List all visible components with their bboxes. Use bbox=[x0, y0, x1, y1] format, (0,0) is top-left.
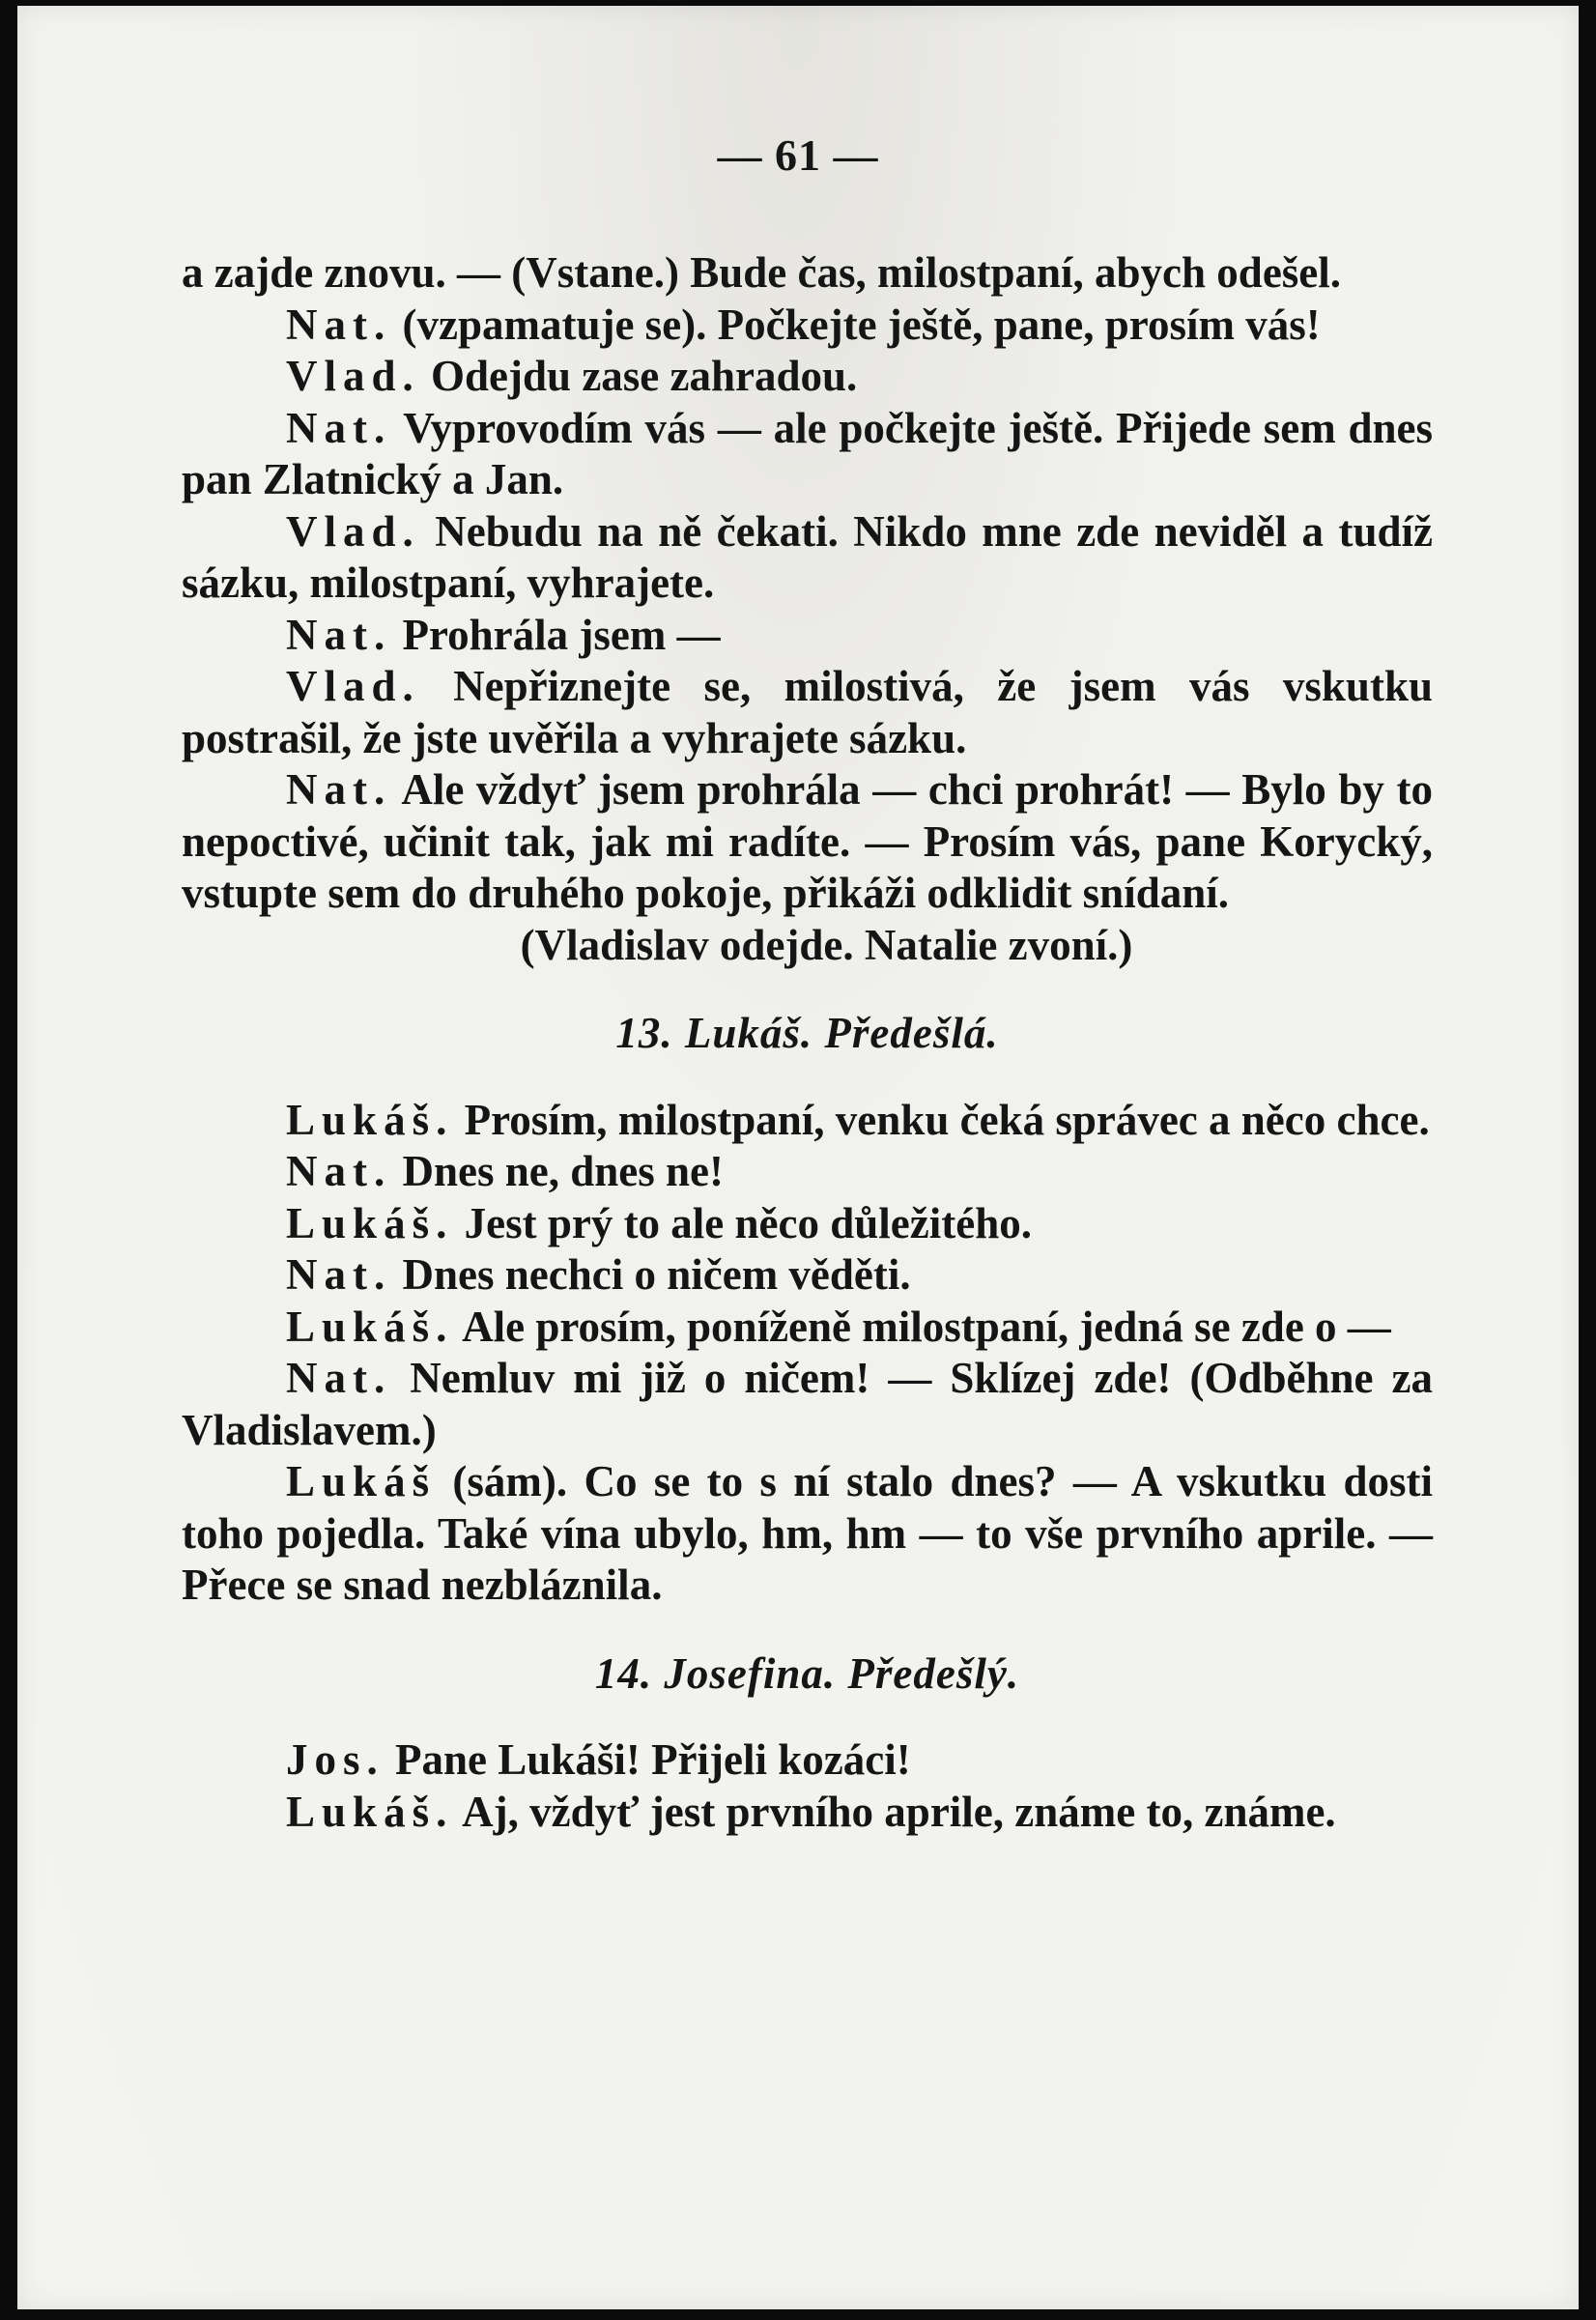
paragraph bbox=[182, 764, 1433, 920]
paragraph bbox=[182, 506, 1433, 610]
paragraph bbox=[182, 1353, 1433, 1456]
speaker: Lukáš. bbox=[286, 1198, 454, 1247]
speaker: Nat. bbox=[286, 403, 392, 452]
paragraph bbox=[182, 403, 1433, 506]
paragraph bbox=[182, 661, 1433, 764]
page-number: — 61 — bbox=[717, 130, 879, 180]
paragraph bbox=[182, 1456, 1433, 1612]
page-text bbox=[182, 247, 1433, 1838]
line-text: Nemluv mi již o ničem! — Sklízej zde! (Odběhne za Vladislavem.) bbox=[182, 1354, 1433, 1454]
line-text: Ale vždyť jsem prohrála — chci prohrát! — Bylo by to nepoctivé, učinit tak, jak mi radíte. — Prosím vás, pane Korycký, vstupte sem do druhého pokoje, přikáži odklidit snídaní. bbox=[182, 765, 1433, 917]
speaker: Jos. bbox=[286, 1735, 385, 1784]
speaker: Nat. bbox=[286, 765, 392, 814]
paragraph bbox=[182, 300, 1433, 352]
line-text: (vzpamatuje se). Počkejte ještě, pane, prosím vás! bbox=[391, 300, 1321, 349]
book-page bbox=[17, 6, 1579, 2309]
line-text: a zajde znovu. — (Vstane.) Bude čas, milostpaní, abych odešel. bbox=[182, 248, 1342, 297]
speaker: Vlad. bbox=[286, 352, 420, 400]
line-text: Dnes nechci o ničem věděti. bbox=[391, 1250, 911, 1299]
line-text: Jest prý to ale něco důležitého. bbox=[453, 1198, 1032, 1247]
paragraph bbox=[182, 1787, 1433, 1839]
line-text: Ale prosím, poníženě milostpaní, jedná se zde o — bbox=[453, 1302, 1391, 1351]
paragraph bbox=[182, 610, 1433, 662]
paragraph bbox=[182, 1249, 1433, 1302]
speaker: Nat. bbox=[286, 300, 392, 349]
line-text: Aj, vždyť jest prvního aprile, známe to, známe. bbox=[453, 1787, 1336, 1836]
paragraph bbox=[182, 351, 1433, 403]
line-text: Vyprovodím vás — ale počkejte ještě. Přijede sem dnes pan Zlatnický a Jan. bbox=[182, 403, 1433, 503]
speaker: Nat. bbox=[286, 610, 392, 659]
speaker: Lukáš bbox=[286, 1457, 437, 1505]
paragraph bbox=[182, 1734, 1433, 1787]
scene-heading-14: 14. Josefina. Předešlý. bbox=[594, 1648, 1020, 1698]
paragraph bbox=[182, 1302, 1433, 1354]
speaker: Vlad. bbox=[286, 662, 420, 710]
speaker: Nat. bbox=[286, 1147, 392, 1195]
stage-direction: (Vladislav odejde. Natalie zvoní.) bbox=[520, 920, 1133, 969]
speaker: Nat. bbox=[286, 1354, 392, 1402]
line-text: (sám). Co se to s ní stalo dnes? — A vskutku dosti toho pojedla. Také vína ubylo, hm, hm — to vše prvního aprile. — Přece se snad nezbláznila. bbox=[182, 1457, 1433, 1609]
speaker: Lukáš. bbox=[286, 1302, 454, 1351]
line-text: Pane Lukáši! Přijeli kozáci! bbox=[384, 1735, 911, 1784]
scene-heading-13: 13. Lukáš. Předešlá. bbox=[615, 1009, 999, 1057]
speaker: Vlad. bbox=[286, 506, 420, 556]
speaker: Lukáš. bbox=[286, 1787, 454, 1836]
line-text: Prosím, milostpaní, venku čeká správec a něco chce. bbox=[453, 1095, 1430, 1144]
paragraph bbox=[182, 1095, 1433, 1147]
paragraph bbox=[182, 1146, 1433, 1198]
paragraph bbox=[182, 1198, 1433, 1250]
speaker: Lukáš. bbox=[286, 1095, 454, 1144]
line-text: Nebudu na ně čekati. Nikdo mne zde neviděl a tudíž sázku, milostpaní, vyhrajete. bbox=[182, 506, 1433, 607]
line-text: Prohrála jsem — bbox=[391, 610, 721, 659]
line-text: Nepřiznejte se, milostivá, že jsem vás vskutku postrašil, že jste uvěřila a vyhrajete sázku. bbox=[182, 662, 1433, 762]
line-text: Odejdu zase zahradou. bbox=[419, 352, 858, 400]
speaker: Nat. bbox=[286, 1250, 392, 1299]
line-text: Dnes ne, dnes ne! bbox=[391, 1147, 725, 1195]
paragraph bbox=[182, 247, 1433, 300]
